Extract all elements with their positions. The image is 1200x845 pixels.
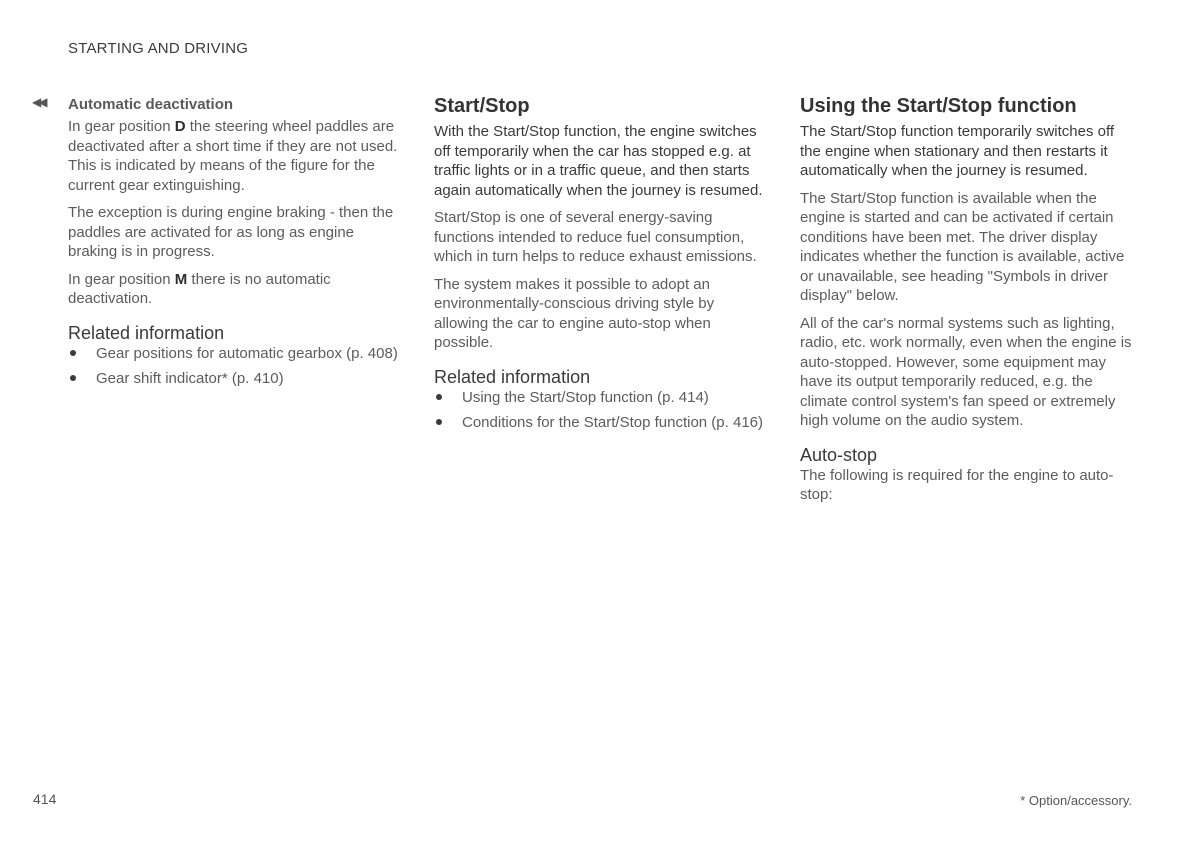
lead-paragraph: The Start/Stop function temporarily switches off the engine when stationary and then restarts it automatically when the journey is resumed. xyxy=(800,123,1115,179)
related-link[interactable]: Using the Start/Stop function (p. 414) xyxy=(434,388,769,408)
paragraph: The Start/Stop function is available when the engine is started and can be activated if certain conditions have been met. The driver display indicates whether the function is available, active or unavailable, see heading "Symbols in driver display" below. xyxy=(800,189,1125,304)
double-left-triangle-icon: ◀◀ xyxy=(32,95,45,109)
related-information-heading: Related information xyxy=(68,322,225,343)
bullet-icon xyxy=(436,394,442,400)
section-title: Using the Start/Stop function xyxy=(800,95,1077,117)
bullet-icon xyxy=(436,419,442,425)
paragraph: In gear position M there is no automatic deactivation. xyxy=(68,270,331,307)
continued-title: Automatic deactivation xyxy=(68,96,234,113)
auto-stop-heading: Auto-stop xyxy=(800,444,878,465)
paragraph: The following is required for the engine to auto-stop: xyxy=(800,466,1114,503)
footnote: * Option/accessory. xyxy=(1020,793,1132,808)
column-left xyxy=(32,95,403,395)
column-right xyxy=(800,95,1135,513)
related-list xyxy=(68,344,403,389)
column-middle xyxy=(434,95,769,439)
lead-paragraph: With the Start/Stop function, the engine switches off temporarily when the car has stopped e.g. at traffic lights or in a traffic queue, and then starts again automatically when the journey is resumed. xyxy=(434,123,763,199)
paragraph: The system makes it possible to adopt an environmentally-conscious driving style by allowing the car to engine auto-stop when possible. xyxy=(434,275,715,351)
paragraph: Start/Stop is one of several energy-saving functions intended to reduce fuel consumption, which in turn helps to reduce exhaust emissions. xyxy=(434,209,757,265)
related-link[interactable]: Gear shift indicator* (p. 410) xyxy=(68,369,403,389)
continued-heading xyxy=(32,95,403,115)
paragraph: All of the car's normal systems such as lighting, radio, etc. work normally, even when the engine is auto-stopped. However, some equipment may have its output temporarily reduced, e.g. the climate control system's fan speed or extremely high volume on the audio system. xyxy=(800,314,1132,429)
related-link[interactable]: Conditions for the Start/Stop function (p. 416) xyxy=(434,413,769,433)
bullet-icon xyxy=(70,375,76,381)
paragraph: The exception is during engine braking - then the paddles are activated for as long as engine braking is in progress. xyxy=(68,204,394,260)
section-header: STARTING AND DRIVING xyxy=(68,40,249,57)
page-number: 414 xyxy=(33,791,57,807)
paragraph: In gear position D the steering wheel paddles are deactivated after a short time if they are not used. This is indicated by means of the figure for the current gear extinguishing. xyxy=(68,118,398,194)
related-list xyxy=(434,388,769,433)
related-information-heading: Related information xyxy=(434,366,591,387)
section-title: Start/Stop xyxy=(434,95,530,117)
bullet-icon xyxy=(70,350,76,356)
related-link[interactable]: Gear positions for automatic gearbox (p. 408) xyxy=(68,344,403,364)
